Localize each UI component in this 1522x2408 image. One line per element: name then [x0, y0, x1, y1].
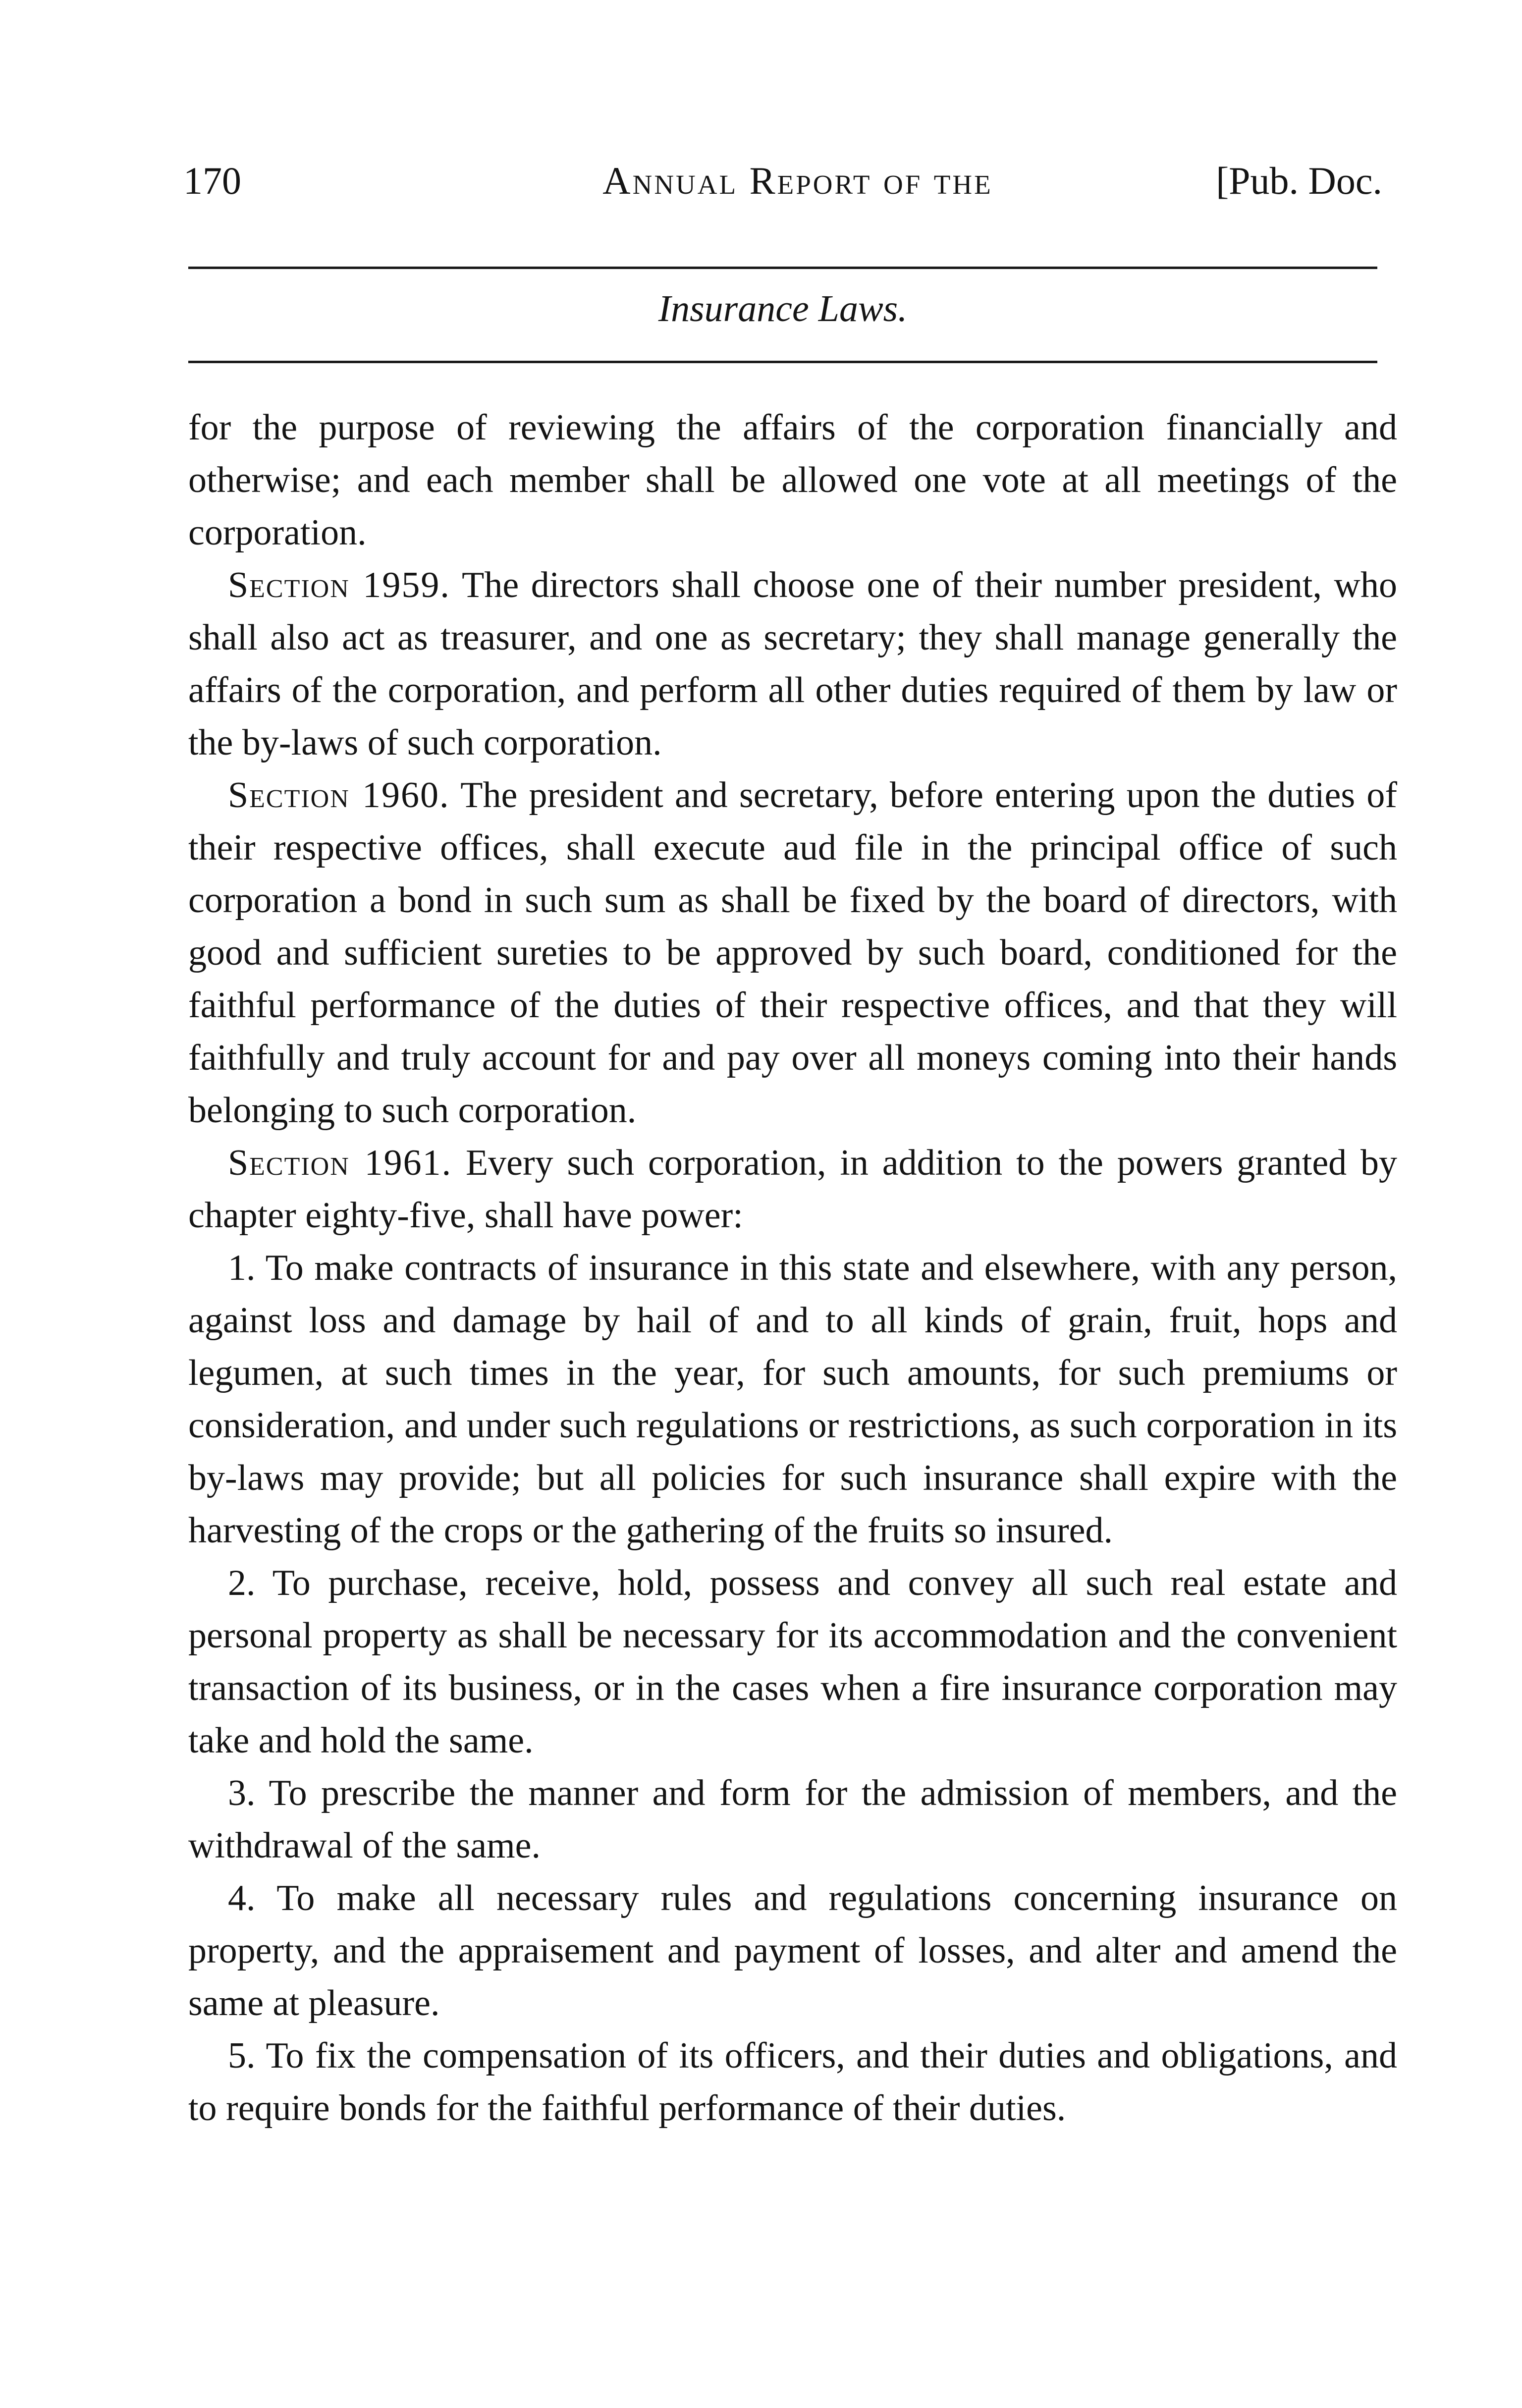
section-title: Insurance Laws. [658, 288, 908, 329]
paragraph-text: 4. To make all necessary rules and regulations concerning insurance on property, and the appraisement and payment of losses, and alter and amend the same at pleasure. [188, 1878, 1397, 2024]
section-label: Section 1959. [228, 565, 450, 605]
paragraph-section-1961 [188, 1137, 1397, 1242]
section-label: Section 1961. [228, 1143, 452, 1183]
paragraph-item-2 [188, 1557, 1397, 1767]
paragraph-text: The president and secretary, before entering upon the duties of their respective offices, shall execute aud file in the principal office of such corporation a bond in such sum as shall be fixed by the board of directors, with good and sufficient sureties to be approved by such board, conditioned for the faithful performance of the duties of their respective offices, and that they will faithfully and truly account for and pay over all moneys coming into their hands belonging to such corporation. [188, 775, 1397, 1131]
doc-label: [Pub. Doc. [1216, 159, 1382, 202]
paragraph-item-1 [188, 1242, 1397, 1557]
paragraph-section-1960 [188, 769, 1397, 1137]
paragraph-text: 5. To fix the compensation of its officers, and their duties and obligations, and to require bonds for the faithful performance of their duties. [188, 2035, 1397, 2129]
paragraph-continuation [188, 401, 1397, 559]
header-rule-top [188, 267, 1377, 269]
paragraph-item-4 [188, 1872, 1397, 2029]
paragraph-text: for the purpose of reviewing the affairs of the corporation financially and otherwise; and each member shall be allowed one vote at all meetings of the corporation. [188, 407, 1397, 553]
body-text [188, 401, 1397, 2134]
page-header [183, 159, 1382, 213]
header-rule-bottom [188, 361, 1377, 363]
running-head: Annual Report of the [602, 159, 993, 202]
paragraph-item-5 [188, 2029, 1397, 2134]
paragraph-text: The directors shall choose one of their number president, who shall also act as treasurer, and one as secretary; they shall manage generally the affairs of the corporation, and perform all other duties required of them by law or the by-laws of such corporation. [188, 565, 1397, 763]
page-number: 170 [183, 159, 241, 202]
section-label: Section 1960. [228, 775, 450, 816]
paragraph-item-3 [188, 1767, 1397, 1872]
paragraph-text: 1. To make contracts of insurance in this state and elsewhere, with any person, against loss and damage by hail of and to all kinds of grain, fruit, hops and legumen, at such times in the year, for such amounts, for such premiums or consideration, and under such regulations or restrictions, as such corporation in its by-laws may provide; but all policies for such insurance shall expire with the harvesting of the crops or the gathering of the fruits so insured. [188, 1248, 1397, 1551]
paragraph-section-1959 [188, 559, 1397, 769]
paragraph-text: 3. To prescribe the manner and form for the admission of members, and the withdrawal of the same. [188, 1773, 1397, 1866]
paragraph-text: Every such corporation, in addition to the powers granted by chapter eighty-five, shall have power: [188, 1143, 1397, 1236]
paragraph-text: 2. To purchase, receive, hold, possess and convey all such real estate and personal property as shall be necessary for its accommodation and the convenient transaction of its business, or in the cases when a fire insurance corporation may take and hold the same. [188, 1563, 1397, 1761]
